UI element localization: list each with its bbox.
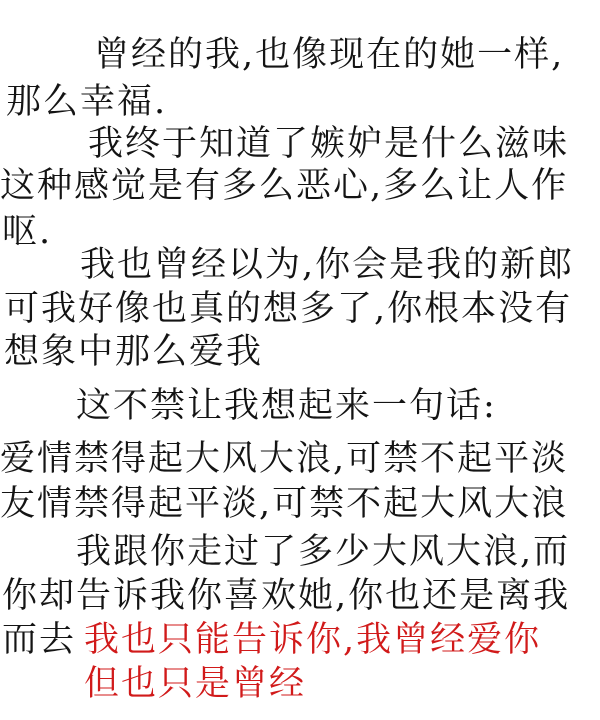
text-line-14: 而去 [2, 620, 77, 660]
text-line-6: 我也曾经以为,你会是我的新郎 [80, 245, 575, 285]
text-line-9: 这不禁让我想起来一句话: [76, 386, 497, 426]
text-line-1: 曾经的我,也像现在的她一样, [94, 35, 565, 75]
highlighted-text-line-2: 但也只是曾经 [84, 664, 307, 704]
text-line-8: 想象中那么爱我 [4, 332, 264, 372]
text-line-4: 这种感觉是有多么恶心,多么让人作 [0, 166, 569, 206]
text-line-7: 可我好像也真的想多了,你根本没有 [4, 289, 573, 329]
text-line-5: 呕. [2, 212, 53, 252]
text-line-2: 那么幸福. [6, 82, 168, 122]
text-line-13: 你却告诉我你喜欢她,你也还是离我 [2, 576, 571, 616]
text-line-3: 我终于知道了嫉妒是什么滋味 [88, 124, 570, 164]
highlighted-text-line-1: 我也只能告诉你,我曾经爱你 [84, 620, 542, 660]
text-line-12: 我跟你走过了多少大风大浪,而 [76, 532, 571, 572]
text-line-10: 爱情禁得起大风大浪,可禁不起平淡 [0, 439, 569, 479]
text-line-11: 友情禁得起平淡,可禁不起大风大浪 [0, 484, 569, 524]
